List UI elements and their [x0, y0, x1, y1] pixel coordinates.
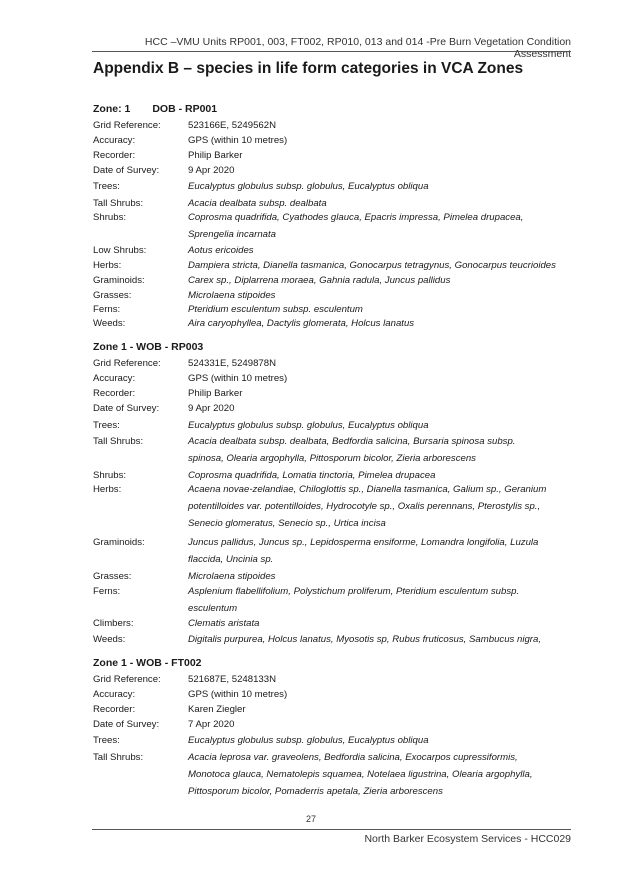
field-value — [188, 733, 558, 750]
field-value — [188, 434, 558, 468]
field-value-line: Coprosma quadrifida, Lomatia tinctoria, Pimelea drupacea — [188, 470, 436, 481]
field-label: Trees: — [93, 420, 120, 431]
field-label: Date of Survey: — [93, 719, 160, 730]
zone-code: DOB - RP001 — [152, 103, 218, 115]
field-value — [188, 632, 558, 649]
running-header: HCC –VMU Units RP001, 003, FT002, RP010, 013 and 014 -Pre Burn Vegetation Condition Assessment — [144, 36, 571, 60]
field-value-line: GPS (within 10 metres) — [188, 373, 288, 384]
field-label: Ferns: — [93, 304, 121, 315]
field-value-line: Monotoca glauca, Nematolepis squamea, Notelaea ligustrina, Olearia argophylla, — [188, 769, 533, 780]
field-value-line: Eucalyptus globulus subsp. globulus, Eucalyptus obliqua — [188, 420, 429, 431]
field-value-line: Acacia leprosa var. graveolens, Bedfordia salicina, Exocarpos cupressiformis, — [188, 752, 518, 763]
field-value-line: flaccida, Uncinia sp. — [188, 554, 274, 565]
field-value — [188, 717, 558, 734]
field-value-line: 524331E, 5249878N — [188, 358, 277, 369]
zone-heading-rp001 — [93, 103, 217, 115]
field-value — [188, 418, 558, 435]
field-label: Grid Reference: — [93, 674, 161, 685]
field-value-line: esculentum — [188, 603, 238, 614]
field-value-line: Senecio glomeratus, Senecio sp., Urtica incisa — [188, 518, 386, 529]
field-label: Grid Reference: — [93, 120, 161, 131]
field-label: Tall Shrubs: — [93, 198, 144, 209]
field-value-line: Coprosma quadrifida, Cyathodes glauca, Epacris impressa, Pimelea drupacea, — [188, 212, 524, 223]
field-value-line: Carex sp., Diplarrena moraea, Gahnia radula, Juncus pallidus — [188, 275, 451, 286]
field-value-line: Aotus ericoides — [188, 245, 254, 256]
zone-heading-rp003: Zone 1 - WOB - RP003 — [93, 341, 204, 353]
field-label: Herbs: — [93, 484, 122, 495]
field-value-line: Philip Barker — [188, 150, 243, 161]
field-value-line: Dampiera stricta, Dianella tasmanica, Gonocarpus tetragynus, Gonocarpus teucrioides — [188, 260, 556, 271]
field-label: Trees: — [93, 735, 120, 746]
field-value — [188, 401, 558, 418]
field-label: Grasses: — [93, 290, 132, 301]
field-label: Herbs: — [93, 260, 122, 271]
field-value-line: 9 Apr 2020 — [188, 403, 235, 414]
field-value — [188, 210, 558, 244]
field-label: Grid Reference: — [93, 358, 161, 369]
field-label: Shrubs: — [93, 212, 127, 223]
field-label: Accuracy: — [93, 689, 136, 700]
field-value — [188, 316, 558, 333]
field-value-line: Eucalyptus globulus subsp. globulus, Eucalyptus obliqua — [188, 181, 429, 192]
field-value-line: Eucalyptus globulus subsp. globulus, Eucalyptus obliqua — [188, 735, 429, 746]
field-label: Weeds: — [93, 634, 126, 645]
field-label: Tall Shrubs: — [93, 752, 144, 763]
zone-label: Zone: 1 — [93, 103, 131, 115]
field-value — [188, 163, 558, 180]
field-value-line: GPS (within 10 metres) — [188, 135, 288, 146]
field-label: Trees: — [93, 181, 120, 192]
field-value-line: Pteridium esculentum subsp. esculentum — [188, 304, 363, 315]
field-value-line: Digitalis purpurea, Holcus lanatus, Myosotis sp, Rubus fruticosus, Sambucus nigra, — [188, 634, 541, 645]
field-value-line: GPS (within 10 metres) — [188, 689, 288, 700]
field-value-line: 9 Apr 2020 — [188, 165, 235, 176]
field-value-line: Acacia dealbata subsp. dealbata, Bedfordia salicina, Bursaria spinosa subsp. — [188, 436, 516, 447]
field-value-line: Aira caryophyllea, Dactylis glomerata, Holcus lanatus — [188, 318, 415, 329]
field-value — [188, 535, 558, 569]
field-label: Graminoids: — [93, 275, 145, 286]
field-label: Grasses: — [93, 571, 132, 582]
field-value-line: Microlaena stipoides — [188, 571, 276, 582]
page-title: Appendix B – species in life form categories in VCA Zones — [93, 60, 524, 77]
field-label: Weeds: — [93, 318, 126, 329]
field-value-line: Pittosporum bicolor, Pomaderris apetala, Zieria arborescens — [188, 786, 443, 797]
zone-heading-ft002: Zone 1 - WOB - FT002 — [93, 657, 202, 669]
field-value-line: 7 Apr 2020 — [188, 719, 235, 730]
page-number: 27 — [305, 814, 316, 824]
field-value-line: 521687E, 5248133N — [188, 674, 277, 685]
field-label: Ferns: — [93, 586, 121, 597]
field-label: Recorder: — [93, 704, 136, 715]
field-value — [188, 750, 558, 801]
field-value-line: 523166E, 5249562N — [188, 120, 277, 131]
field-value-line: Acaena novae-zelandiae, Chiloglottis sp., Dianella tasmanica, Galium sp., Geranium — [188, 484, 547, 495]
footer-rule — [92, 829, 571, 830]
field-label: Recorder: — [93, 388, 136, 399]
field-label: Low Shrubs: — [93, 245, 147, 256]
field-value — [188, 482, 558, 533]
header-rule — [92, 51, 571, 52]
field-value — [188, 584, 558, 618]
field-value — [188, 616, 558, 633]
field-value-line: Asplenium flabellifolium, Polystichum proliferum, Pteridium esculentum subsp. — [188, 586, 520, 597]
field-value-line: Sprengelia incarnata — [188, 229, 277, 240]
field-value-line: spinosa, Olearia argophylla, Pittosporum bicolor, Zieria arborescens — [188, 453, 476, 464]
field-value-line: Juncus pallidus, Juncus sp., Lepidosperma ensiforme, Lomandra longifolia, Luzula — [188, 537, 539, 548]
field-value-line: potentilloides var. potentilloides, Hydrocotyle sp., Oxalis perennans, Pterostylis sp., — [188, 501, 541, 512]
field-value-line: Clematis aristata — [188, 618, 260, 629]
running-footer: North Barker Ecosystem Services - HCC029 — [364, 833, 571, 845]
field-value-line: Karen Ziegler — [188, 704, 246, 715]
field-value-line: Philip Barker — [188, 388, 243, 399]
field-label: Climbers: — [93, 618, 134, 629]
field-label: Accuracy: — [93, 135, 136, 146]
field-label: Tall Shrubs: — [93, 436, 144, 447]
field-label: Date of Survey: — [93, 403, 160, 414]
field-value — [188, 179, 558, 196]
field-label: Accuracy: — [93, 373, 136, 384]
field-label: Date of Survey: — [93, 165, 160, 176]
field-label: Graminoids: — [93, 537, 145, 548]
field-value-line: Microlaena stipoides — [188, 290, 276, 301]
field-label: Shrubs: — [93, 470, 127, 481]
field-label: Recorder: — [93, 150, 136, 161]
field-value-line: Acacia dealbata subsp. dealbata — [188, 198, 327, 209]
